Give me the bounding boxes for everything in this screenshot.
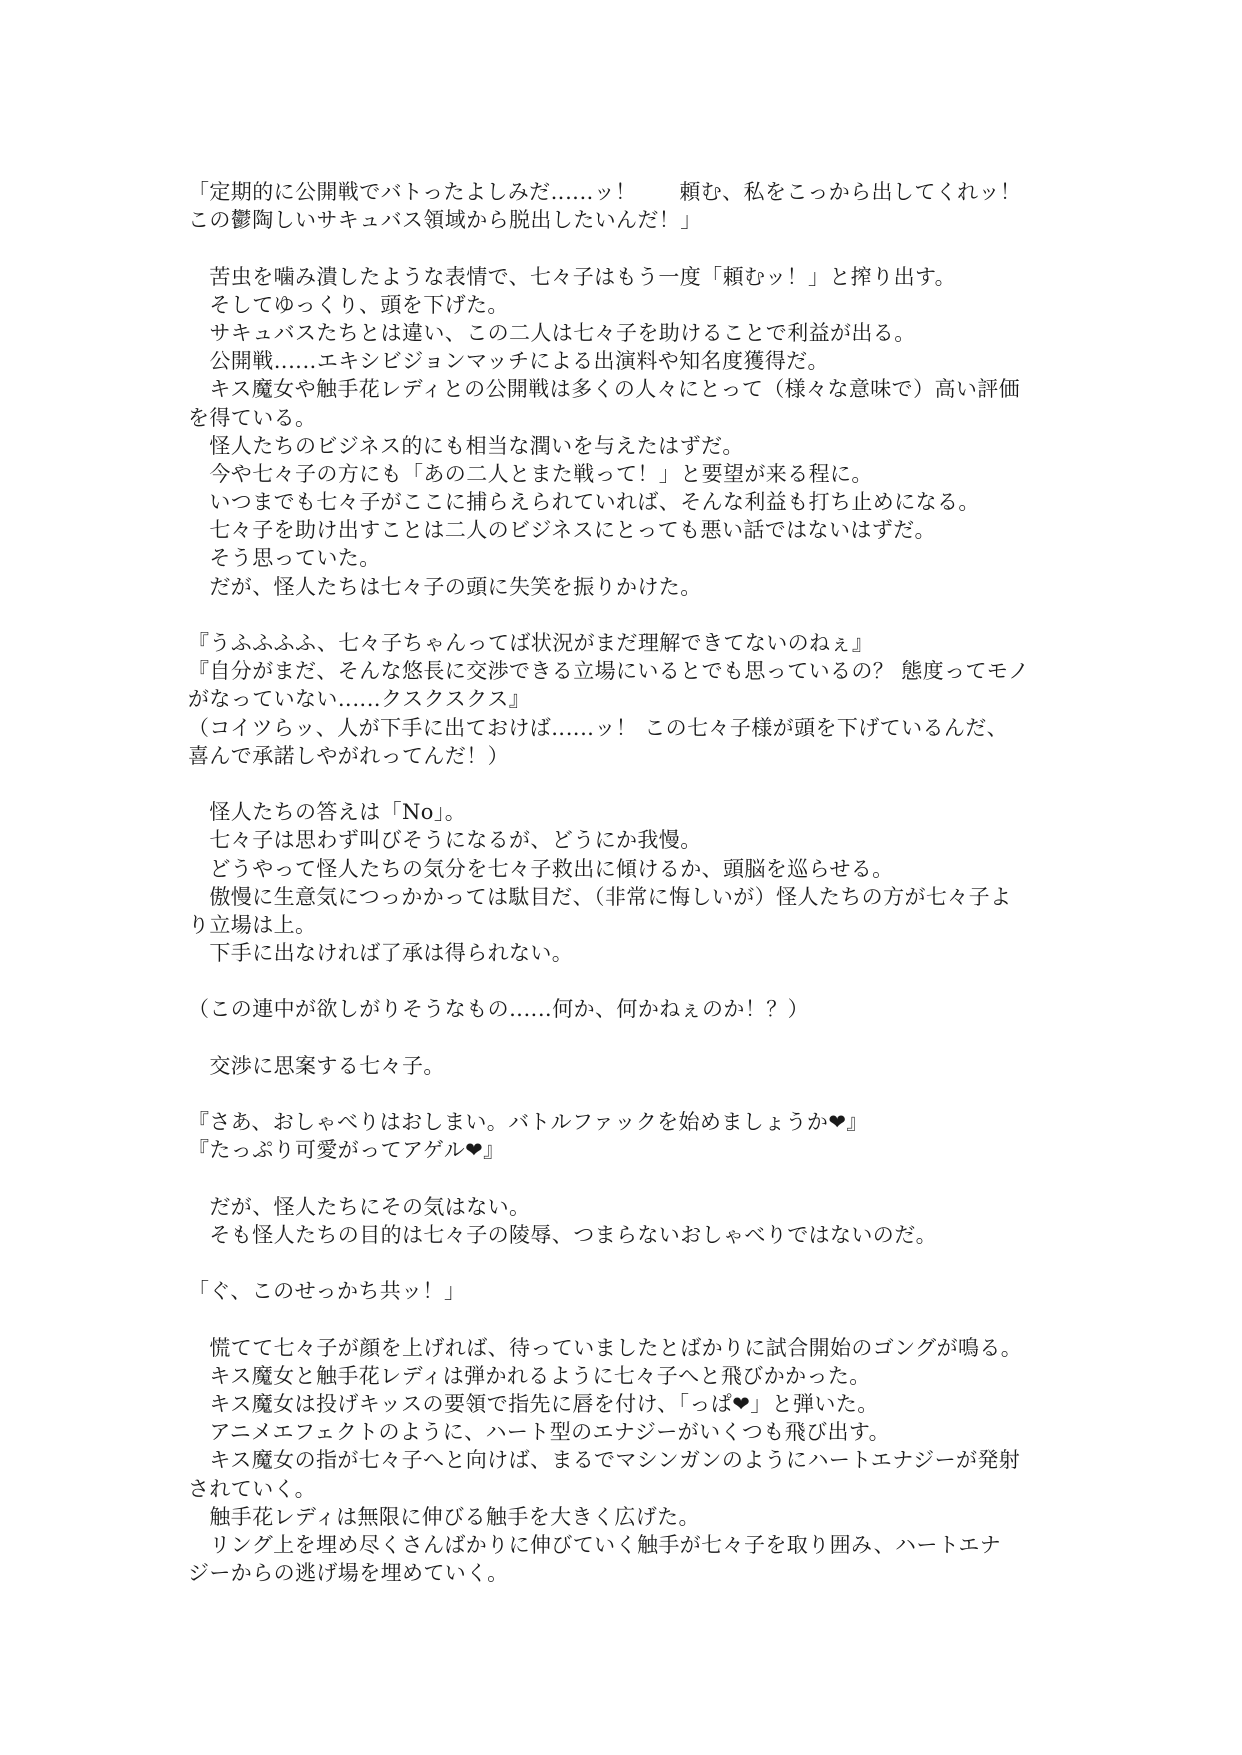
- text-line: を得ている。: [188, 405, 317, 430]
- text-line: 七々子は思わず叫びそうになるが、どうにか我慢。: [188, 828, 702, 853]
- text-line: 『うふふふふ、七々子ちゃんってば状況がまだ理解できてないのねぇ』: [188, 631, 874, 655]
- text-line: 『たっぷり可愛がってアゲル❤』: [188, 1138, 505, 1163]
- blank-line: [188, 1080, 1068, 1108]
- text-line: 『自分がまだ、そんな悠長に交渉できる立場にいるとでも思っているの？ 態度ってモノ: [188, 659, 1030, 684]
- text-line: 七々子を助け出すことは二人のビジネスにとっても悪い話ではないはずだ。: [188, 518, 936, 543]
- text-line: ジーからの逃げ場を埋めていく。: [188, 1561, 509, 1586]
- text-line: そしてゆっくり、頭を下げた。: [188, 292, 509, 317]
- text-line: 下手に出なければ了承は得られない。: [188, 941, 574, 966]
- text-line: アニメエフェクトのように、ハート型のエナジーがいくつも飛び出す。: [188, 1420, 890, 1445]
- text-line: 慌てて七々子が顔を上げれば、待っていましたとばかりに試合開始のゴングが鳴る。: [188, 1335, 1023, 1360]
- blank-line: [188, 1249, 1068, 1277]
- text-line: だが、怪人たちは七々子の頭に失笑を振りかけた。: [188, 574, 702, 599]
- text-line: キス魔女は投げキッスの要領で指先に唇を付け、「っぱ❤」と弾いた。: [188, 1392, 879, 1417]
- document-text-body: [188, 178, 1068, 1587]
- text-line: 怪人たちのビジネス的にも相当な潤いを与えたはずだ。: [188, 433, 744, 458]
- text-line: 公開戦‥‥‥エキシビジョンマッチによる出演料や知名度獲得だ。: [188, 349, 829, 374]
- blank-line: [188, 234, 1068, 262]
- text-line: 『さあ、おしゃべりはおしまい。バトルファックを始めましょうか❤』: [188, 1110, 868, 1135]
- text-line: がなっていない‥‥‥クスクスクス』: [188, 687, 531, 712]
- text-line: サキュバスたちとは違い、この二人は七々子を助けることで利益が出る。: [188, 320, 916, 345]
- text-line: 怪人たちの答えは「No」。: [188, 800, 467, 825]
- text-line: 触手花レディは無限に伸びる触手を大きく広げた。: [188, 1504, 700, 1529]
- text-line: この鬱陶しいサキュバス領域から脱出したいんだ！」: [188, 208, 702, 233]
- blank-line: [188, 770, 1068, 798]
- text-line: そう思っていた。: [188, 546, 381, 571]
- text-line: そも怪人たちの目的は七々子の陵辱、つまらないおしゃべりではないのだ。: [188, 1222, 937, 1247]
- text-line: （コイツらッ、人が下手に出ておけば‥‥‥ッ！ この七々子様が頭を下げているんだ、: [188, 715, 1009, 740]
- text-line: キス魔女の指が七々子へと向けば、まるでマシンガンのようにハートエナジーが発射: [188, 1448, 1021, 1473]
- blank-line: [188, 1165, 1068, 1193]
- text-line: キス魔女や触手花レディとの公開戦は多くの人々にとって（様々な意味で）高い評価: [188, 377, 1021, 402]
- text-line: （この連中が欲しがりそうなもの‥‥‥何か、何かねぇのか！？）: [188, 997, 810, 1022]
- text-line: 喜んで承諾しやがれってんだ！）: [188, 743, 509, 768]
- text-line: リング上を埋め尽くさんばかりに伸びていく触手が七々子を取り囲み、ハートエナ: [188, 1533, 1002, 1557]
- blank-line: [188, 1024, 1068, 1052]
- text-line: だが、怪人たちにその気はない。: [188, 1194, 531, 1219]
- text-line: キス魔女と触手花レディは弾かれるように七々子へと飛びかかった。: [188, 1363, 871, 1388]
- text-line: り立場は上。: [188, 912, 317, 937]
- text-line: いつまでも七々子がここに捕らえられていれば、そんな利益も打ち止めになる。: [188, 490, 980, 515]
- text-line: 傲慢に生意気につっかかっては駄目だ、（非常に悔しいが）怪人たちの方が七々子よ: [188, 884, 1012, 909]
- text-line: 「定期的に公開戦でバトったよしみだ‥‥‥ッ！ 頼む、私をこっから出してくれッ！: [188, 180, 1022, 204]
- blank-line: [188, 967, 1068, 995]
- text-line: どうやって怪人たちの気分を七々子救出に傾けるか、頭脳を巡らせる。: [188, 856, 894, 881]
- text-line: 「ぐ、このせっかち共ッ！」: [188, 1279, 466, 1304]
- text-line: 交渉に思案する七々子。: [188, 1053, 445, 1078]
- blank-line: [188, 601, 1068, 629]
- text-line: されていく。: [188, 1476, 316, 1501]
- blank-line: [188, 1306, 1068, 1334]
- text-line: 苦虫を噛み潰したような表情で、七々子はもう一度「頼むッ！」と搾り出す。: [188, 264, 957, 289]
- text-line: 今や七々子の方にも「あの二人とまた戦って！」と要望が来る程に。: [188, 461, 873, 486]
